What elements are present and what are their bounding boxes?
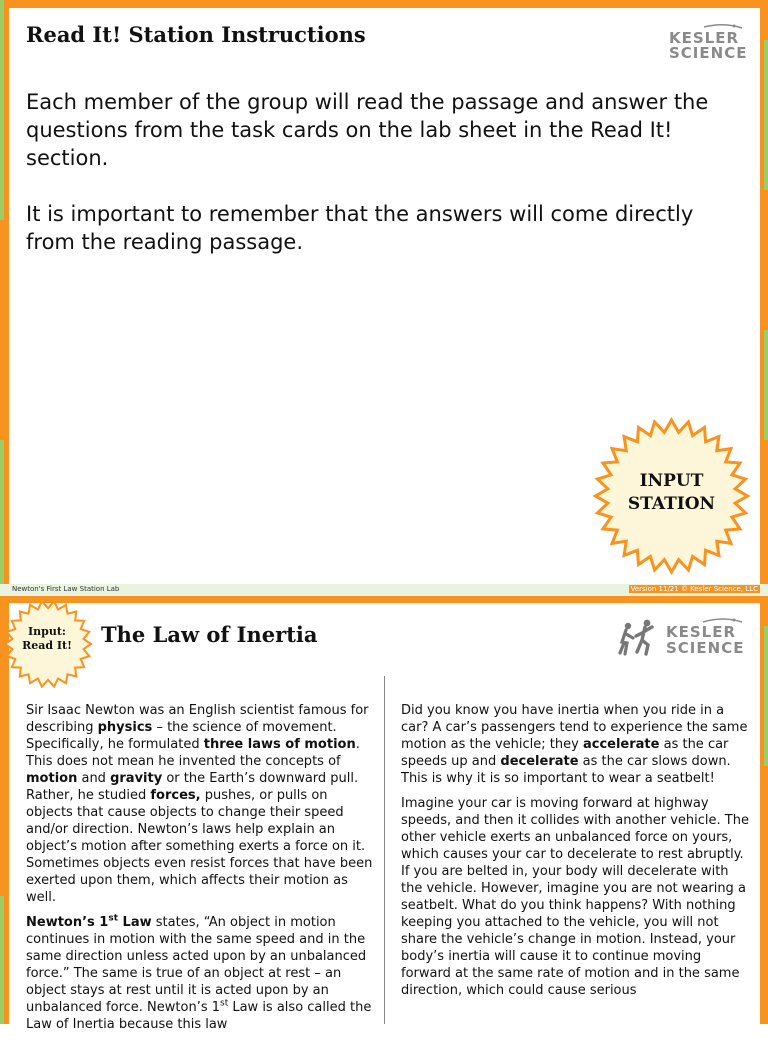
paragraph: Newton’s 1st Law states, “An object in motion continues in motion with the same speed and in the same direction unless acted upon by an unbalanced force.” The same is true of an object at rest – an object stays at rest until it is acted upon by an unbalanced force. Newton’s 1st Law is also called the Law of Inertia because this law xyxy=(26,913,372,1032)
border-accent xyxy=(0,440,4,590)
paragraph: Sir Isaac Newton was an English scientist famous for describing physics – the science of movement. Specifically, he formulated three laws of motion. This does not mean he invented the concepts of motion and gravity or the Earth’s downward pull. Rather, he studied forces, pushes, or pulls on objects that cause objects to change their speed and/or direction. Newton’s laws help explain an object’s motion after something exerts a force on it. Sometimes objects even resist forces that have been exerted upon them, which affects their motion as well. xyxy=(26,703,373,905)
paragraph: Did you know you have inertia when you ride in a car? A car’s passengers tend to experience the same motion as the vehicle; they accelerate as the car speeds up and decelerate as the car slows down. This is why it is so important to wear a seatbelt! xyxy=(401,703,748,786)
reading-slide xyxy=(0,596,768,1032)
paragraph: Imagine your car is moving forward at highway speeds, and then it collides with another vehicle. The other vehicle exerts an unbalanced force on yours, which causes your car to decelerate to rest abruptly. If you are belted in, your body will decelerate with the vehicle. However, imagine you are not wearing a seatbelt. What do you think happens? With nothing keeping you attached to the vehicle, you will not share the vehicle’s change in motion. Instead, your body’s inertia will cause it to continue moving forward at the same rate of motion and in the same direction, which could cause serious xyxy=(401,796,749,998)
instructions-text xyxy=(26,88,726,284)
border-accent xyxy=(0,0,4,220)
badge-line-1: INPUT xyxy=(639,471,704,491)
footer-lab-name: Newton's First Law Station Lab xyxy=(12,585,120,593)
border-accent xyxy=(764,626,768,766)
reading-column-left xyxy=(26,702,376,1041)
section-title: The Law of Inertia xyxy=(101,622,318,647)
badge-line-2: STATION xyxy=(627,494,716,514)
slide-border-top xyxy=(0,596,768,603)
border-accent xyxy=(0,896,4,1024)
logo-line-2: SCIENCE xyxy=(669,44,748,62)
logo-line-2: SCIENCE xyxy=(666,639,745,657)
reading-column-right xyxy=(401,702,751,1007)
badge-line-1: Input: xyxy=(28,625,66,638)
paragraph: It is important to remember that the answers will come directly from the reading passage. xyxy=(26,202,694,254)
input-station-badge xyxy=(594,470,749,516)
paragraph: Each member of the group will read the passage and answer the questions from the task cards on the lab sheet in the Read It! section. xyxy=(26,90,709,170)
slide-border-top xyxy=(0,0,768,8)
badge-line-2: Read It! xyxy=(22,639,72,652)
input-read-it-badge xyxy=(2,625,92,653)
border-accent xyxy=(764,330,768,440)
footer-version: Version 11/21 © Kesler Science, LLC xyxy=(630,585,758,593)
logo-line-1: KESLER xyxy=(669,29,740,47)
logo-line-1: KESLER xyxy=(666,623,737,641)
column-divider xyxy=(384,676,385,1024)
border-accent xyxy=(764,40,768,190)
page-title: Read It! Station Instructions xyxy=(26,22,366,47)
